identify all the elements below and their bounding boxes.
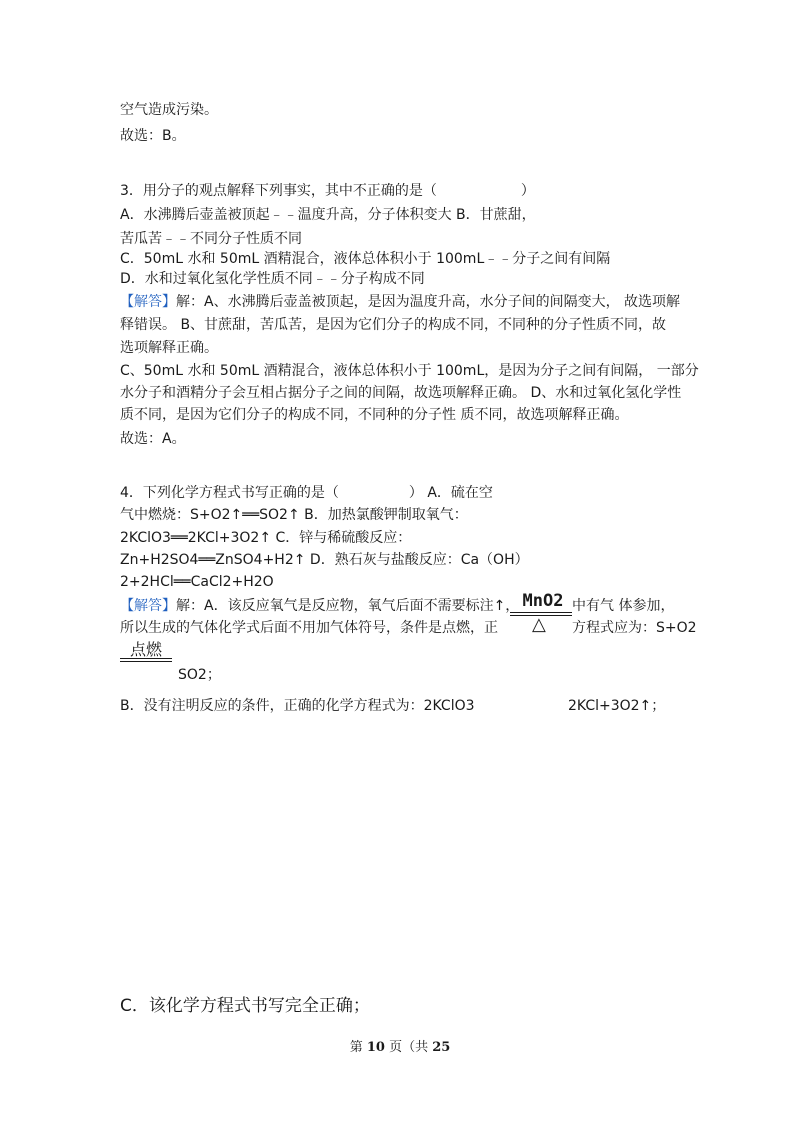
answer-4-line-end: 中有气 体参加， (572, 598, 675, 614)
option-line: 2KClO3══2KCl+3O2↑ C．锌与稀硫酸反应： (120, 530, 412, 546)
answer-tag: 【解答】 (120, 294, 176, 310)
answer-text: 解：A、水沸腾后壶盖被顶起，是因为温度升高，水分子间的间隔变大， 故选项解 (176, 294, 681, 310)
text-line: 故选：B。 (120, 128, 186, 144)
footer-total-pages: 25 (432, 1040, 451, 1055)
ignite-label: 点燃 (130, 640, 163, 659)
answer-tag: 【解答】 (120, 598, 176, 614)
answer-3-line: 质不同，是因为它们分子的构成不同，不同种的分子性 质不同，故选项解释正确。 (120, 407, 629, 423)
page-footer (0, 1036, 800, 1055)
answer-4-line-end: 2KCl+3O2↑； (568, 698, 666, 714)
heat-symbol: △ (532, 614, 546, 635)
answer-3-line (120, 292, 680, 312)
option-line: 气中燃烧：S+O2↑══SO2↑ B．加热氯酸钾制取氧气： (120, 507, 468, 523)
answer-3-line: 释错误。 B、甘蔗甜，苦瓜苦，是因为它们分子的构成不同，不同种的分子性质不同，故 (120, 317, 667, 333)
option-a-line: A．水沸腾后壶盖被顶起﹣﹣温度升高，分子体积变大 B．甘蔗甜， (120, 207, 536, 223)
option-c-statement: C．该化学方程式书写完全正确； (120, 996, 370, 1016)
answer-text: 解：A．该反应氧气是反应物，氧气后面不需要标注↑， (176, 598, 520, 614)
answer-3-line: 故选：A。 (120, 431, 186, 447)
answer-3-line: 水分子和酒精分子会互相占据分子之间的间隔，故选项解释正确。 D、水和过氧化氢化学性 (120, 385, 682, 401)
option-c-line: C．50mL 水和 50mL 酒精混合，液体总体积小于 100mL﹣﹣分子之间有间隔 (120, 251, 611, 267)
question-4-title: 4．下列化学方程式书写正确的是（ ） A．硫在空 (120, 485, 493, 501)
question-3-title: 3．用分子的观点解释下列事实，其中不正确的是（ ） (120, 183, 535, 199)
answer-3-line: 选项解释正确。 (120, 340, 218, 356)
option-d-line: D．水和过氧化氢化学性质不同﹣﹣分子构成不同 (120, 271, 425, 287)
answer-3-line: C、50mL 水和 50mL 酒精混合，液体总体积小于 100mL，是因为分子之间有间隔， 一部分 (120, 363, 699, 379)
text-line: 空气造成污染。 (120, 102, 218, 118)
footer-page-number: 10 (366, 1040, 385, 1055)
answer-4-line: 所以生成的气体化学式后面不用加气体符号，条件是点燃，正 (120, 620, 498, 636)
answer-4-line: SO2； (178, 667, 221, 683)
option-line: 2+2HCl══CaCl2+H2O (120, 574, 274, 590)
equals-bar (120, 658, 172, 662)
option-line: Zn+H2SO4══ZnSO4+H2↑ D．熟石灰与盐酸反应：Ca（OH） (120, 552, 529, 568)
option-b-line: 苦瓜苦﹣﹣不同分子性质不同 (120, 231, 302, 247)
catalyst-label: MnO2 (522, 591, 564, 611)
footer-middle: 页（共 (384, 1040, 433, 1055)
answer-4-line-end: 方程式应为：S+O2 (572, 620, 697, 636)
footer-prefix: 第 (349, 1040, 367, 1055)
answer-4-line: B．没有注明反应的条件，正确的化学方程式为：2KClO3 (120, 698, 475, 714)
answer-4-line (120, 596, 519, 616)
